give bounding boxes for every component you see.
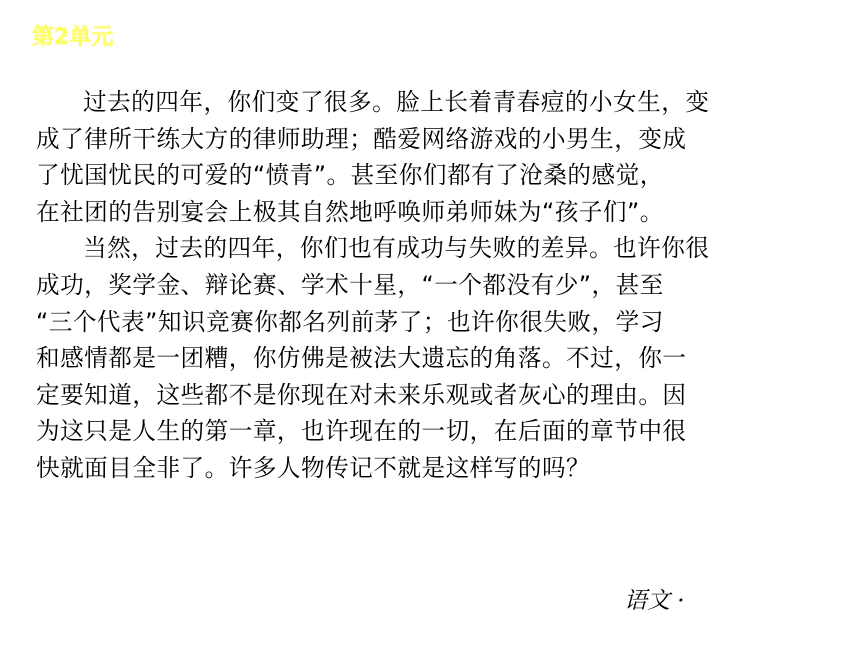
body-text bbox=[36, 84, 834, 487]
paragraph-1-line-4: 在社团的告别宴会上极其自然地呼唤师弟师妹为“孩子们”。 bbox=[36, 197, 664, 226]
paragraph-2-line-3: “三个代表”知识竞赛你都名列前茅了；也许你很失败，学习 bbox=[36, 307, 664, 336]
paragraph-2-line-5: 定要知道，这些都不是你现在对未来乐观或者灰心的理由。因 bbox=[36, 380, 687, 409]
paragraph-2-line-1: 当然，过去的四年，你们也有成功与失败的差异。也许你很 bbox=[83, 234, 710, 263]
paragraph-2-line-2: 成功，奖学金、辩论赛、学术十星，“一个都没有少”，甚至 bbox=[36, 270, 664, 299]
paragraph-1-line-1: 过去的四年，你们变了很多。脸上长着青春痘的小女生，变 bbox=[83, 88, 710, 116]
paragraph-2-line-6: 为这只是人生的第一章，也许现在的一切，在后面的章节中很 bbox=[36, 417, 687, 446]
paragraph-1-line-2: 成了律所干练大方的律师助理；酷爱网络游戏的小男生，变成 bbox=[36, 124, 687, 153]
paragraph-2-line-7: 快就面目全非了。许多人物传记不就是这样写的吗？ bbox=[36, 453, 591, 482]
subject-label: 语文 · bbox=[624, 588, 685, 614]
paragraph-1-line-3: 了忧国忧民的可爱的“愤青”。甚至你们都有了沧桑的感觉， bbox=[36, 161, 664, 190]
paragraph-2-line-4: 和感情都是一团糟，你仿佛是被法大遗忘的角落。不过，你一 bbox=[36, 344, 687, 373]
unit-label: 第2单元 bbox=[32, 25, 114, 50]
